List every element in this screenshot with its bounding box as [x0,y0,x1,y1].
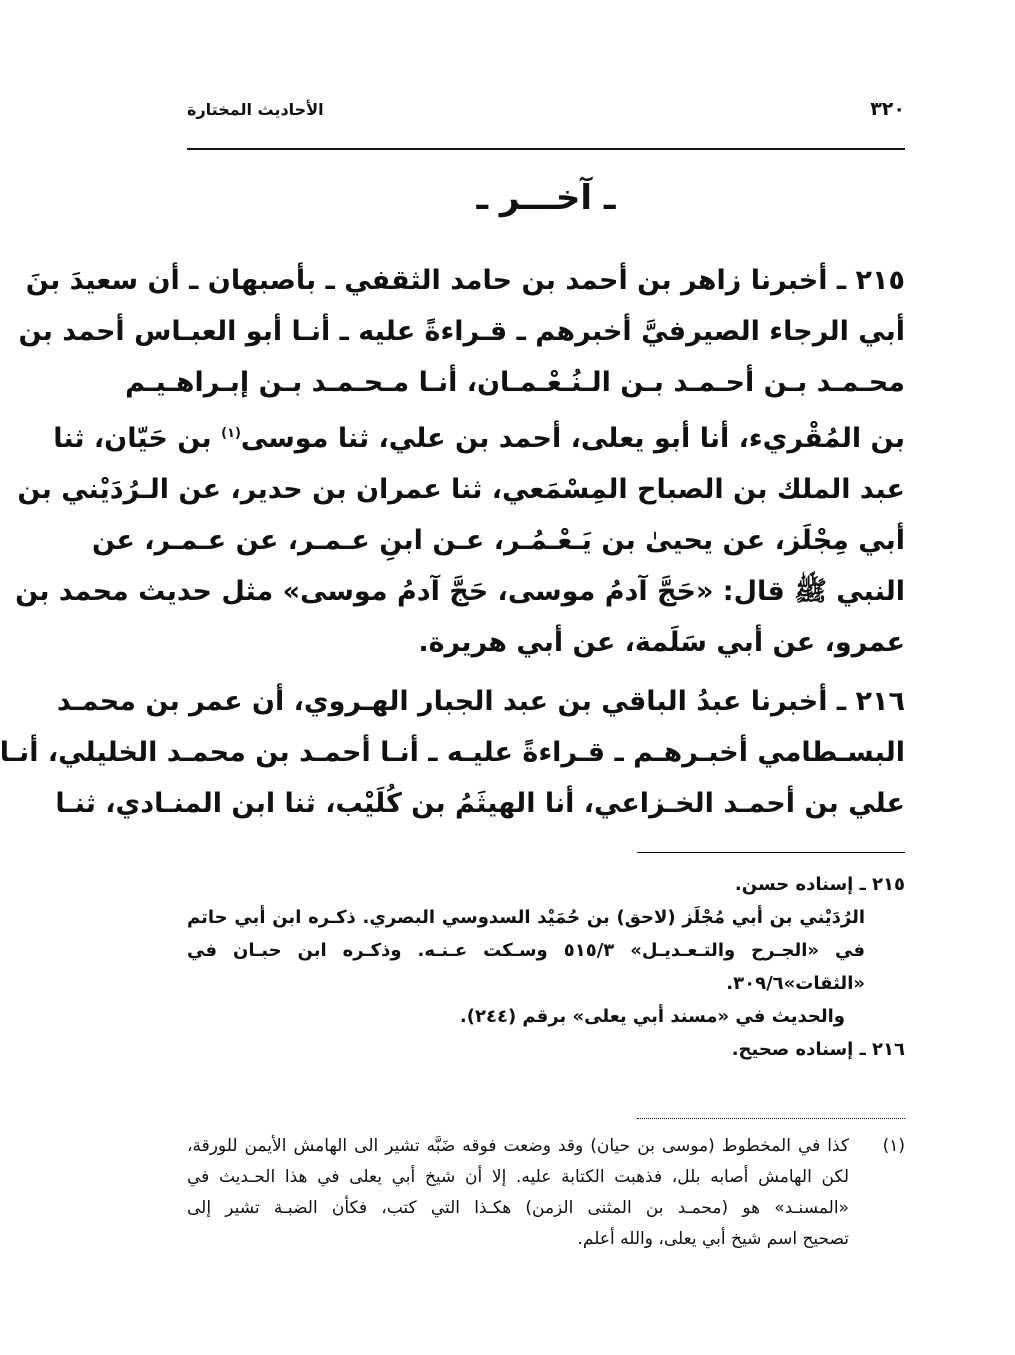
text-line: أبي مِجْلَز، عن يحيىٰ بن يَـعْـمُـر، عـن ابنِ عـمـر، عن عـمـر، عن [92,525,905,556]
hadith-216 [0,676,905,829]
text-line: النبي ﷺ قال: «حَجَّ آدمُ موسى، حَجَّ آدمُ موسى» مثل حديث محمد بن [15,576,905,607]
text-line: عبد الملك بن الصباح المِسْمَعي، ثنا عمران بن حدير، عن الـرُدَيْني بن [17,474,905,505]
note-216-heading: ٢١٦ ـ إسناده صحيح. [731,1039,905,1060]
text-line: ٢١٥ ـ أخبرنا زاهر بن أحمد بن حامد الثقفي ـ بأصبهان ـ أن سعيدَ بنَ [25,265,905,296]
footnote-marker: (١) [882,1136,905,1156]
page-number: ٣٢٠ [870,98,905,120]
note-reference: والحديث في «مسند أبي يعلى» برقم (٢٤٤). [459,1006,845,1027]
text-line: عمرو، عن أبي سَلَمة، عن أبي هريرة. [418,627,905,658]
note-line: الرُدَيْني بن أبي مُجْلَز (لاحق) بن حُمَيْد السدوسي البصري. ذكـره ابن أبي حاتم [187,907,865,928]
commentary-notes [187,868,905,1066]
footnote-separator [637,852,905,853]
text-segment: بن المُقْريء، أنا أبو يعلى، أحمد بن علي، ثنا موسى [240,423,905,454]
note-line: في «الجـرح والتـعـديـل» ٥١٥/٣ وسـكت عـنـه. وذكـره ابن حبـان في [187,940,865,961]
text-line: ٢١٦ ـ أخبرنا عبدُ الباقي بن عبد الجبار الهـروي، أن عمر بن محمـد [56,686,905,717]
text-segment: بن حَيّان، ثنا [53,423,222,454]
footnote-body [187,1131,849,1255]
footnote-line: «المسنـد» هو (محمـد بن المثنى الزمن) هكـذا التي كتب، فكأن الضبـة تشير إلى [187,1198,849,1218]
section-title: ـ آخـــر ـ [476,178,616,218]
note-215-heading: ٢١٥ ـ إسناده حسن. [734,874,905,895]
text-line: أبي الرجاء الصيرفيَّ أخبرهم ـ قـراءةً عليه ـ أنـا أبو العبـاس أحمد بن [18,316,905,347]
text-line: علي بن أحمـد الخـزاعي، أنا الهيثَمُ بن كُلَيْب، ثنا ابن المنـادي، ثنـا [55,788,905,819]
hadith-215 [15,255,905,668]
footnote-line: كذا في المخطوط (موسى بن حيان) وقد وضعت فوقه ضَبَّه تشير الى الهامش الأيمن للورقة، [187,1136,849,1156]
note-line: «الثقات»٣٠٩/٦. [726,973,865,994]
header-rule [187,148,905,150]
page-header [187,98,905,132]
footnote-reference: (١) [221,426,241,441]
footnote-line: تصحيح اسم شيخ أبي يعلى، والله أعلم. [577,1229,849,1249]
running-title: الأحاديث المختارة [187,100,324,119]
text-line [53,408,905,464]
editor-footnote [187,1131,905,1255]
text-line: البسـطامي أخبـرهـم ـ قـراءةً عليـه ـ أنـا أحمـد بن محمـد الخليلي، أنـا [0,737,905,768]
text-line: محـمـد بـن أحـمـد بـن الـنُـعْـمـان، أنـا مـحـمـد بـن إبـراهـيـم [125,367,905,398]
editor-footnote-separator [637,1118,905,1119]
footnote-line: لكن الهامش أصابه بلل، فذهبت الكتابة عليه. إلا أن شيخ أبي يعلى في هذا الحـديث في [187,1167,849,1187]
